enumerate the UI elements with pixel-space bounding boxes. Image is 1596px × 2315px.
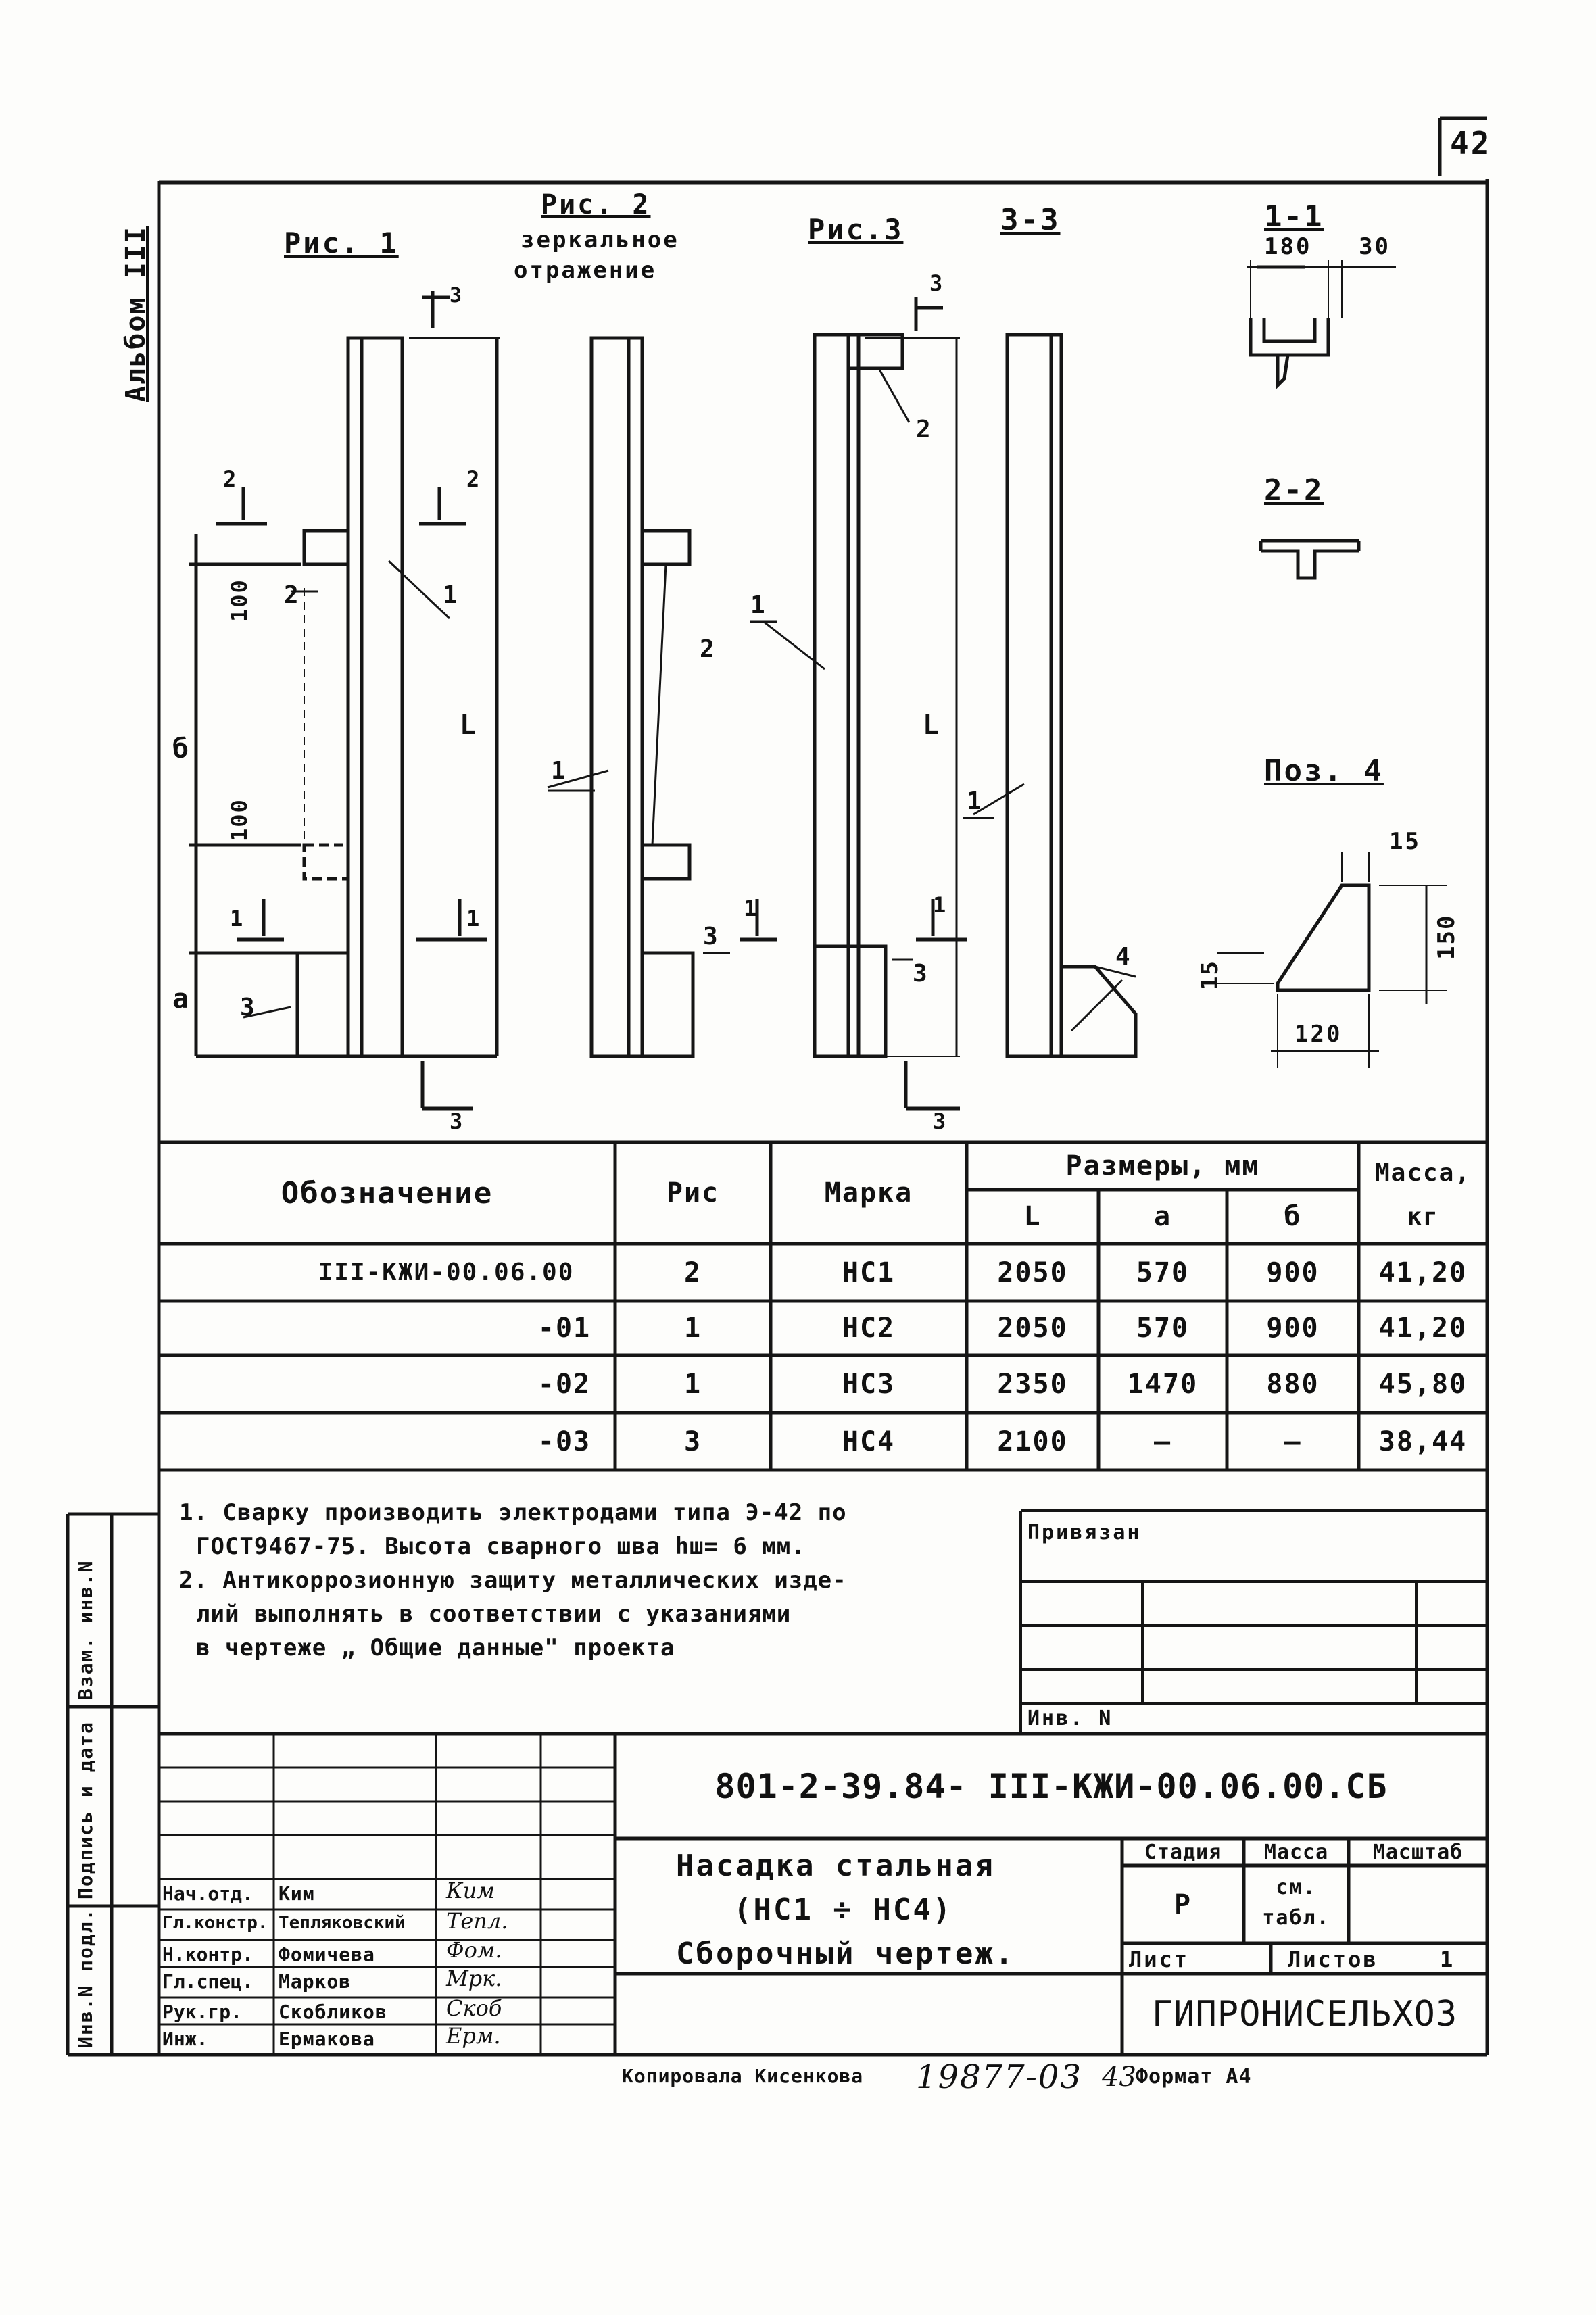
fig2-title: Рис. 2 — [541, 189, 651, 220]
callout-1-fig1: 1 — [443, 581, 460, 609]
signature-0: Ким — [446, 1878, 495, 1903]
organization: ГИПРОНИСЕЛЬХОЗ — [1151, 1994, 1458, 2034]
row4-designation: -03 — [537, 1425, 591, 1457]
note-line-3: 2. Антикоррозионную защиту металлических изде- — [179, 1567, 847, 1594]
dim-120: 120 — [1295, 1021, 1343, 1048]
role-1: Гл.констр. — [162, 1913, 268, 1933]
callout-1-fig3: 1 — [750, 591, 767, 619]
row1-marka: НС1 — [842, 1257, 896, 1288]
margin-inv-podl: Инв.N подл. — [74, 1907, 97, 2048]
th-sizes: Размеры, мм — [1065, 1150, 1260, 1181]
row2-L: 2050 — [997, 1313, 1068, 1344]
row2-ris: 1 — [683, 1313, 702, 1344]
callout-2-fig1: 2 — [284, 581, 301, 609]
dim-150: 150 — [1433, 914, 1460, 960]
row3-designation: -02 — [537, 1368, 591, 1400]
dim-100-bottom: 100 — [226, 798, 252, 842]
pos-4-title: Поз. 4 — [1264, 754, 1384, 788]
callout-3-fig1: 3 — [240, 994, 257, 1021]
row1-ris: 2 — [683, 1257, 702, 1288]
section-3-3-drawing — [963, 335, 1136, 1056]
signature-4: Скоб — [446, 1995, 502, 2021]
row4-b: — — [1284, 1425, 1302, 1457]
fig1-title: Рис. 1 — [284, 226, 399, 260]
section-2-2-drawing — [1261, 541, 1359, 578]
album-label: Альбом III — [120, 226, 151, 402]
dim-L-fig1: L — [460, 710, 479, 741]
listov-value: 1 — [1440, 1947, 1455, 1972]
role-2: Н.контр. — [162, 1943, 253, 1966]
cut-mark-1-left: 1 — [230, 906, 245, 931]
role-3: Гл.спец. — [162, 1970, 253, 1993]
callout-2-fig2: 2 — [700, 635, 717, 663]
massa-label: Масса — [1263, 1840, 1329, 1864]
fig2-subtitle-2: отражение — [514, 257, 657, 284]
row3-marka: НС3 — [842, 1368, 896, 1400]
row4-ris: 3 — [683, 1425, 702, 1457]
footer-number: 19877-03 — [916, 2058, 1082, 2096]
row1-a: 570 — [1136, 1257, 1190, 1288]
row2-a: 570 — [1136, 1313, 1190, 1344]
name-2: Фомичева — [279, 1943, 375, 1966]
section-1-1-title: 1-1 — [1264, 199, 1324, 234]
figure-3-drawing — [750, 297, 967, 1108]
th-L: L — [1023, 1201, 1042, 1232]
dim-15-side: 15 — [1196, 960, 1224, 990]
row4-L: 2100 — [997, 1425, 1068, 1457]
inv-n-label: Инв. N — [1027, 1707, 1113, 1730]
th-designation: Обозначение — [281, 1175, 493, 1211]
th-ris: Рис — [666, 1177, 720, 1209]
drawing-code: 801-2-39.84- III-КЖИ-00.06.00.СБ — [715, 1766, 1388, 1806]
signature-1: Тепл. — [446, 1908, 508, 1934]
signature-3: Мрк. — [446, 1966, 502, 1991]
role-0: Нач.отд. — [162, 1882, 253, 1905]
masshtab-label: Масштаб — [1372, 1840, 1464, 1864]
row4-mass: 38,44 — [1378, 1425, 1468, 1457]
footer-sheet: 43 — [1102, 2062, 1136, 2093]
note-line-4: лий выполнять в соответствии с указаниями — [196, 1601, 792, 1628]
massa-value-1: см. — [1276, 1876, 1317, 1899]
th-mass-unit: кг — [1407, 1202, 1439, 1231]
footer-copied: Копировала Кисенкова — [622, 2065, 864, 2087]
cut-mark-3-bottom-fig1: 3 — [450, 1108, 465, 1134]
callout-3-fig3: 3 — [913, 960, 929, 988]
dim-30: 30 — [1359, 233, 1391, 260]
fig2-subtitle-1: зеркальное — [521, 226, 679, 253]
massa-value-2: табл. — [1262, 1906, 1330, 1930]
row3-ris: 1 — [683, 1368, 702, 1400]
stadiya-label: Стадия — [1144, 1840, 1222, 1864]
note-line-2: ГОСТ9467-75. Высота сварного шва hш= 6 мм. — [196, 1533, 806, 1560]
note-line-5: в чертеже „ Общие данные" проекта — [196, 1634, 675, 1661]
listov-label: Листов — [1288, 1947, 1378, 1972]
row1-designation: III-КЖИ-00.06.00 — [318, 1259, 575, 1286]
callout-2-fig3: 2 — [916, 416, 933, 443]
section-2-2-title: 2-2 — [1264, 473, 1324, 508]
callout-3-fig2: 3 — [703, 923, 720, 950]
dim-a: а — [172, 983, 191, 1015]
row3-a: 1470 — [1127, 1368, 1199, 1400]
row1-L: 2050 — [997, 1257, 1068, 1288]
row2-marka: НС2 — [842, 1313, 896, 1344]
cut-mark-1-fig2: 1 — [744, 896, 759, 921]
row3-b: 880 — [1266, 1368, 1320, 1400]
cut-mark-2-right: 2 — [466, 466, 482, 492]
title-line-2: (НС1 ÷ НС4) — [733, 1893, 953, 1927]
name-5: Ермакова — [279, 2028, 375, 2050]
dim-100-top: 100 — [226, 579, 252, 622]
footer-format: Формат А4 — [1136, 2065, 1252, 2089]
th-a: а — [1153, 1201, 1172, 1232]
row1-mass: 41,20 — [1378, 1257, 1468, 1288]
role-5: Инж. — [162, 2028, 208, 2050]
row3-L: 2350 — [997, 1368, 1068, 1400]
margin-vzam-inv: Взам. инв.N — [74, 1559, 97, 1700]
row4-marka: НС4 — [842, 1425, 896, 1457]
callout-4-sec33: 4 — [1115, 943, 1132, 971]
cut-mark-3-top-fig1: 3 — [450, 284, 464, 308]
note-line-1: 1. Сварку производить электродами типа Э-42 по — [179, 1499, 847, 1526]
name-4: Скобликов — [279, 2001, 387, 2023]
row4-a: — — [1153, 1425, 1172, 1457]
figure-1-drawing — [189, 291, 500, 1108]
figure-2-drawing — [548, 338, 777, 1056]
name-1: Тепляковский — [279, 1913, 406, 1933]
dim-b: б — [172, 733, 191, 764]
th-mass: Масса, — [1374, 1159, 1472, 1187]
row2-b: 900 — [1266, 1313, 1320, 1344]
dim-180: 180 — [1264, 233, 1312, 260]
role-4: Рук.гр. — [162, 2001, 243, 2023]
th-marka: Марка — [824, 1177, 913, 1209]
signature-2: Фом. — [446, 1937, 502, 1963]
cut-mark-3-bottom-fig3: 3 — [933, 1108, 948, 1134]
list-label: Лист — [1129, 1947, 1190, 1972]
dim-15-top: 15 — [1389, 828, 1421, 855]
cut-mark-1-fig3: 1 — [933, 892, 948, 918]
section-3-3-title: 3-3 — [1000, 203, 1061, 237]
row3-mass: 45,80 — [1378, 1368, 1468, 1400]
row1-b: 900 — [1266, 1257, 1320, 1288]
sheet-corner-number: 42 — [1450, 125, 1492, 162]
fig3-title: Рис.3 — [808, 213, 904, 246]
stadiya-value: Р — [1174, 1888, 1192, 1920]
name-0: Ким — [279, 1882, 315, 1905]
callout-1-sec33: 1 — [967, 787, 984, 815]
row2-mass: 41,20 — [1378, 1313, 1468, 1344]
cut-mark-3-top-fig3: 3 — [929, 270, 945, 296]
cut-mark-2-left: 2 — [223, 466, 239, 492]
th-b: б — [1284, 1201, 1302, 1232]
callout-1-fig2: 1 — [551, 757, 568, 785]
title-line-1: Насадка стальная — [676, 1849, 995, 1883]
row2-designation: -01 — [537, 1313, 591, 1344]
cut-mark-1-right: 1 — [466, 906, 482, 931]
section-1-1-drawing — [1247, 260, 1396, 385]
name-3: Марков — [279, 1970, 352, 1993]
title-line-3: Сборочный чертеж. — [676, 1936, 1015, 1971]
dim-L-fig3: L — [923, 710, 942, 741]
margin-podpis-data: Подпись и дата — [74, 1720, 97, 1899]
signature-5: Ерм. — [446, 2023, 501, 2049]
binding-label: Привязан — [1027, 1521, 1142, 1544]
